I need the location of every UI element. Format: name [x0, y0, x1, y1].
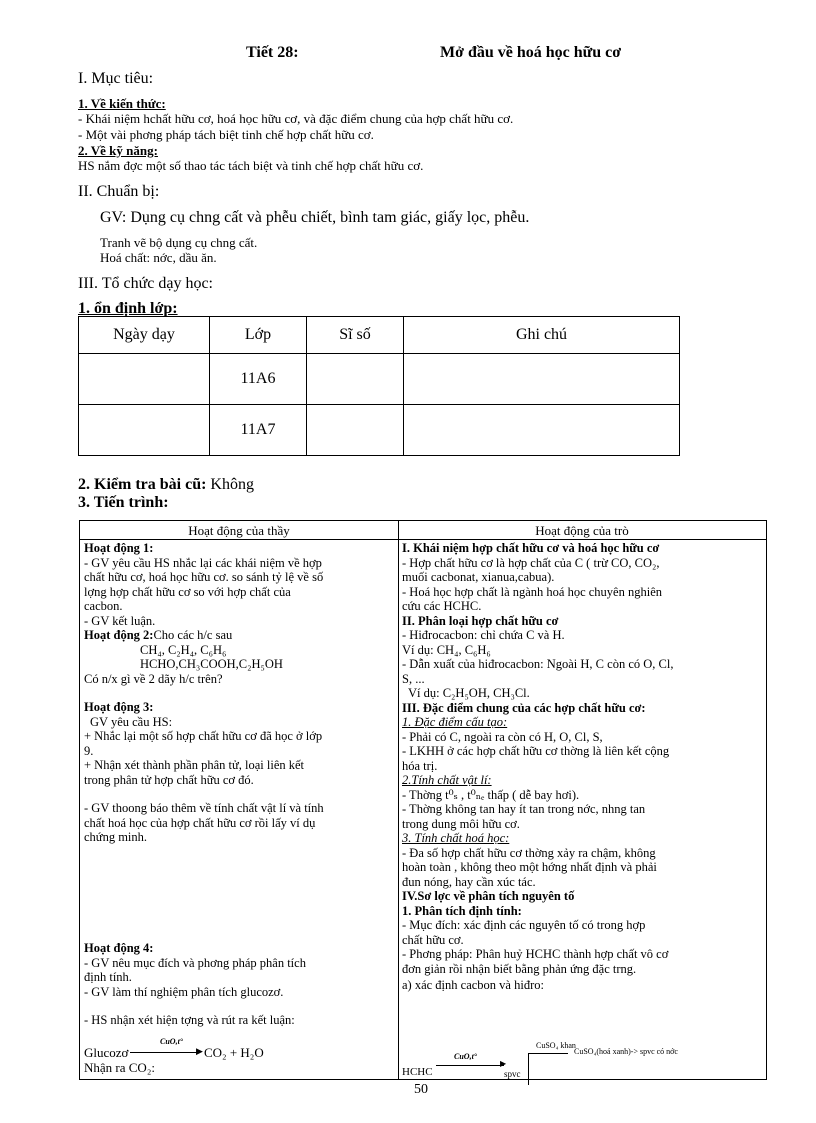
diagram-branch-arrow	[528, 1053, 568, 1054]
student-heading: II. Phân loại hợp chất hữu cơ	[402, 613, 559, 628]
reaction-products: CO₂ + H₂O	[204, 1045, 264, 1060]
student-subheading: 1. Phân tích định tính:	[402, 903, 522, 918]
count-cell	[307, 354, 404, 405]
old-lesson-check-value: Không	[210, 476, 254, 493]
teacher-text: - GV làm thí nghiệm phân tích glucozơ.	[84, 984, 284, 999]
activity-3-heading: Hoạt động 3:	[84, 700, 154, 714]
student-text: - Hợp chất hữu cơ là hợp chất của C ( trừ CO, CO₂,	[402, 555, 660, 570]
teacher-text: + Nhận xét thành phần phân tử, loại liên kết	[84, 758, 305, 772]
student-text: - Hoá học hợp chất là ngành hoá học chuyên nghiên	[402, 584, 662, 599]
note-cell	[404, 405, 680, 456]
diagram-hchc: HCHC	[402, 1066, 433, 1078]
col-date-header: Ngày dạy	[79, 317, 210, 354]
diagram-cuso4: CuSO₄ khan	[536, 1041, 576, 1050]
student-text: - Thờng không tan hay ít tan trong nớc, nhng tan	[402, 802, 646, 816]
student-column	[402, 541, 764, 993]
student-text: cứu các HCHC.	[402, 599, 482, 613]
activity-2-line	[84, 628, 394, 643]
teacher-text: Có n/x gì về 2 dãy h/c trên?	[84, 671, 223, 686]
diagram-condition: CuO,t°	[454, 1052, 477, 1061]
teacher-text: cacbon.	[84, 599, 123, 613]
student-text: - Đa số hợp chất hữu cơ thờng xảy ra chậm, không	[402, 845, 656, 860]
teacher-text: + Nhắc lại một số hợp chất hữu cơ đã học ở lớp	[84, 729, 323, 743]
teacher-text: chứng minh.	[84, 830, 148, 844]
section-objectives-title: I. Mục tiêu:	[78, 70, 154, 87]
student-text: đơn giản rồi nhận biết bằng phản ứng đặc trng.	[402, 961, 637, 976]
student-subheading: 3. Tính chất hoá học:	[402, 831, 510, 845]
student-column-header: Hoạt động của trò	[535, 523, 629, 538]
col-class-header: Lớp	[210, 317, 307, 354]
student-text: S, ...	[402, 671, 425, 686]
student-text: - Mục đích: xác định các nguyên tố có trong hợp	[402, 918, 646, 932]
student-text: đun nóng, hay cần xúc tác.	[402, 874, 536, 889]
student-text: hoàn toàn , không theo một hớng nhất định và phải	[402, 860, 657, 874]
attendance-row	[79, 405, 680, 456]
knowledge-item: - Một vài phơng pháp tách biệt tinh chế hợp chất hữu cơ.	[78, 127, 374, 142]
student-heading: IV.Sơ lợc về phân tích nguyên tố	[402, 889, 575, 903]
teacher-text: 9.	[84, 743, 94, 758]
student-subheading: 2.Tính chất vật lí:	[402, 773, 492, 787]
skills-heading: 2. Về kỹ năng:	[78, 143, 158, 158]
teacher-text: - GV kết luận.	[84, 613, 156, 628]
teacher-text: - GV yêu cầu HS nhắc lại các khái niệm về hợp	[84, 555, 322, 570]
progress-heading: 3. Tiến trình:	[78, 494, 169, 511]
student-text: - Phơng pháp: Phân huỷ HCHC thành hợp chất vô cơ	[402, 947, 669, 961]
count-cell	[307, 405, 404, 456]
glucose-label: Glucozơ	[84, 1045, 129, 1060]
class-cell: 11A6	[210, 354, 307, 405]
diagram-spvc: spvc	[504, 1069, 521, 1079]
col-note-header: Ghi chú	[404, 317, 680, 354]
student-text: Ví dụ: CH₄, C₆H₆	[402, 642, 491, 657]
teacher-column	[84, 541, 394, 845]
lesson-activity-table	[79, 520, 767, 1080]
student-subheading: 1. Đặc điểm cấu tạo:	[402, 715, 508, 729]
lesson-title: Mở đầu về hoá học hữu cơ	[440, 44, 622, 61]
date-cell	[79, 354, 210, 405]
student-text: Ví dụ: C₂H₅OH, CH₃Cl.	[408, 686, 530, 700]
reaction-arrow	[130, 1052, 200, 1053]
teacher-text: - GV thoong báo thêm về tính chất vật lí và tính	[84, 801, 324, 815]
teacher-text: trong phân tử hợp chất hữu cơ đó.	[84, 772, 254, 787]
arrow-head: ▶	[500, 1059, 507, 1068]
col-count-header: Sĩ số	[307, 317, 404, 354]
student-text: - LKHH ở các hợp chất hữu cơ thờng là liên kết cộng	[402, 744, 670, 758]
attendance-row	[79, 354, 680, 405]
student-text: a) xác định cacbon và hiđro:	[402, 978, 544, 992]
diagram-arrow	[436, 1065, 504, 1066]
student-text: trong dung môi hữu cơ.	[402, 816, 520, 831]
section-preparation-title: II. Chuẩn bị:	[78, 183, 160, 200]
activity-4-heading: Hoạt động 4:	[84, 941, 154, 955]
attendance-table	[78, 316, 680, 456]
teacher-text: chất hữu cơ, hoá học hữu cơ. so sánh tỷ lệ về số	[84, 570, 324, 584]
teacher-preparation: GV: Dụng cụ chng cất và phễu chiết, bình tam giác, giấy lọc, phễu.	[100, 209, 530, 226]
reaction-condition: CuO,t°	[160, 1037, 183, 1046]
teacher-text: Cho các h/c sau	[153, 628, 233, 642]
formula-line: CH₄, C₂H₄, C₆H₆	[140, 642, 227, 657]
teacher-text: GV yêu cầu HS:	[90, 714, 173, 729]
class-stabilization-heading: 1. ổn định lớp:	[78, 300, 178, 317]
student-text: - Hiđrocacbon: chỉ chứa C và H.	[402, 628, 565, 642]
knowledge-item: - Khái niệm hchất hữu cơ, hoá học hữu cơ, và đặc điểm chung của hợp chất hữu cơ.	[78, 111, 514, 126]
formula-line: HCHO,CH₃COOH,C₂H₅OH	[140, 657, 283, 671]
student-heading: I. Khái niệm hợp chất hữu cơ và hoá học hữu cơ	[402, 541, 660, 555]
preparation-item: Hoá chất: nớc, dầu ăn.	[100, 250, 217, 265]
co2-detection: Nhận ra CO₂:	[84, 1060, 155, 1075]
student-text: - Phải có C, ngoài ra còn có H, O, Cl, S,	[402, 729, 603, 744]
skills-item: HS nắm đợc một số thao tác tách biệt và tinh chế hợp chất hữu cơ.	[78, 158, 424, 173]
teacher-text: - GV nêu mục đích và phơng pháp phân tích	[84, 955, 306, 970]
arrow-head: ▶	[196, 1046, 203, 1056]
student-text: muối cacbonat, xianua,cabua).	[402, 570, 555, 584]
activity-2-heading: Hoạt động 2:	[84, 628, 154, 642]
student-text: - Thờng t⁰ₛ , t⁰ₙₑ thấp ( dễ bay hơi).	[402, 787, 580, 802]
note-cell	[404, 354, 680, 405]
section-organization-title: III. Tổ chức dạy học:	[78, 275, 213, 292]
student-text: hóa trị.	[402, 758, 438, 773]
date-cell	[79, 405, 210, 456]
teacher-text: lợng hợp chất hữu cơ so với hợp chất của	[84, 584, 291, 599]
student-text: chất hữu cơ.	[402, 932, 464, 947]
old-lesson-check	[78, 476, 254, 494]
teacher-column-header: Hoạt động của thầy	[188, 523, 290, 538]
lesson-number: Tiết 28:	[246, 44, 299, 61]
diagram-cuso4-result: CuSO₄(hoá xanh)-> spvc có nớc	[574, 1047, 678, 1056]
page-number: 50	[414, 1082, 428, 1097]
diagram-branch	[528, 1053, 529, 1085]
old-lesson-check-label: 2. Kiểm tra bài cũ:	[78, 476, 207, 493]
student-heading: III. Đặc điểm chung của các hợp chất hữu cơ:	[402, 700, 646, 715]
attendance-header-row	[79, 317, 680, 354]
class-cell: 11A7	[210, 405, 307, 456]
teacher-text: chất hoá học của hợp chất hữu cơ rồi lấy ví dụ	[84, 815, 316, 830]
knowledge-heading: 1. Về kiến thức:	[78, 96, 166, 111]
preparation-item: Tranh vẽ bộ dụng cụ chng cất.	[100, 235, 258, 250]
teacher-text: định tính.	[84, 970, 132, 984]
activity-1-heading: Hoạt động 1:	[84, 541, 154, 555]
teacher-column-lower	[84, 941, 394, 1028]
student-text: - Dẫn xuất của hiđrocacbon: Ngoài H, C còn có O, Cl,	[402, 657, 674, 671]
teacher-text: - HS nhận xét hiện tợng và rút ra kết luận:	[84, 1013, 295, 1027]
